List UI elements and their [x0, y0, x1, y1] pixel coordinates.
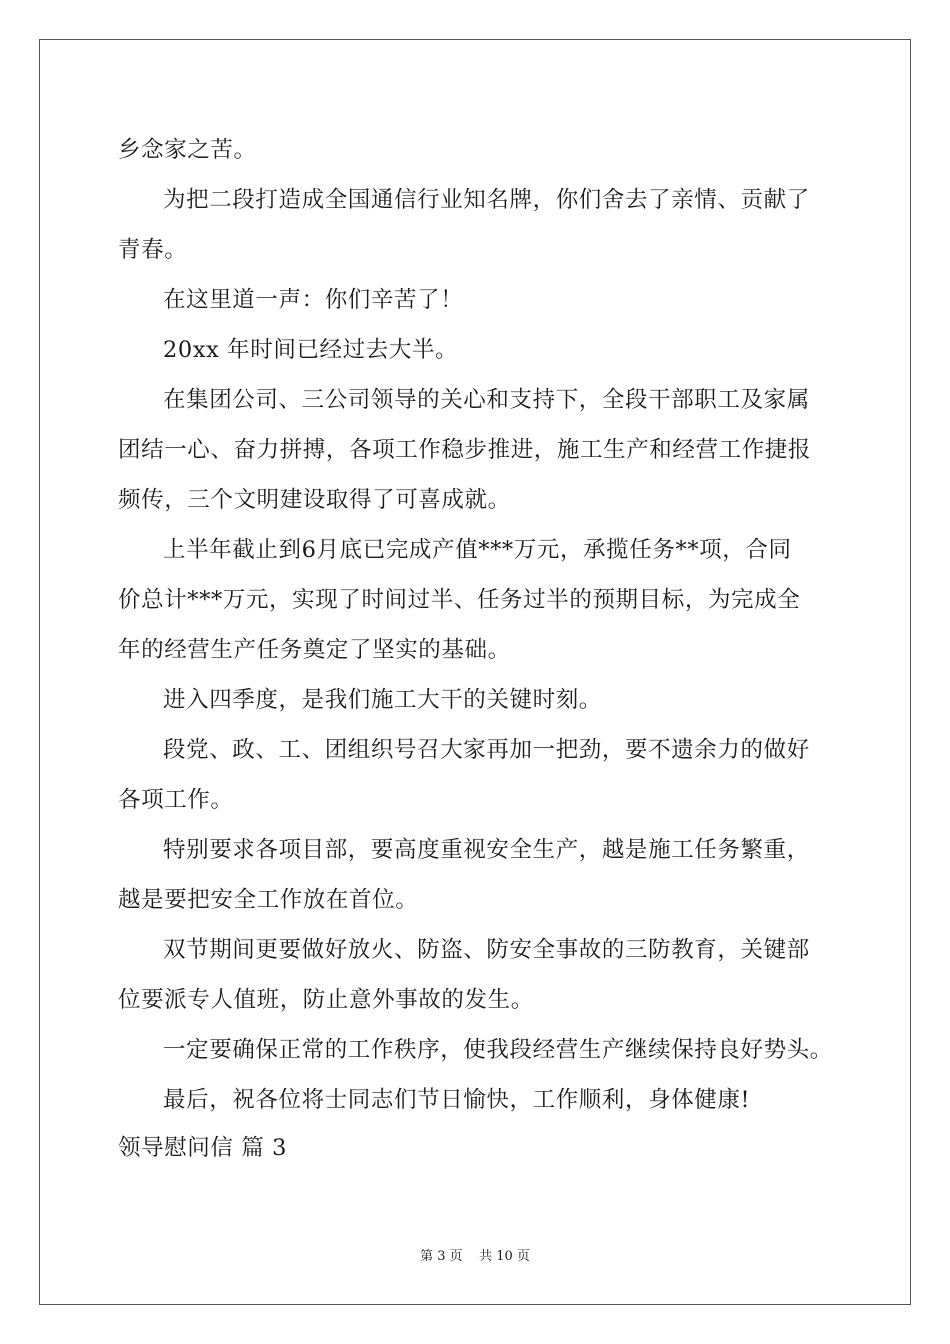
text-line: 乡念家之苦。 — [118, 137, 257, 163]
text-line: 频传，三个文明建设取得了可喜成就。 — [118, 487, 511, 513]
text-line: 越是要把安全工作放在首位。 — [118, 887, 419, 913]
text-line: 青春。 — [118, 237, 188, 263]
text-line: 一定要确保正常的工作秩序，使我段经营生产继续保持良好势头。 — [163, 1037, 833, 1063]
section-heading: 领导慰问信 篇 3 — [118, 1135, 288, 1161]
text-line: 在集团公司、三公司领导的关心和支持下，全段干部职工及家属 — [163, 387, 810, 413]
text-line: 双节期间更要做好放火、防盗、防安全事故的三防教育，关键部 — [163, 937, 810, 963]
text-line: 年的经营生产任务奠定了坚实的基础。 — [118, 637, 511, 663]
text-line: 团结一心、奋力拼搏，各项工作稳步推进，施工生产和经营工作捷报 — [118, 437, 812, 463]
text-line: 为把二段打造成全国通信行业知名牌，你们舍去了亲情、贡献了 — [163, 187, 810, 213]
text-line: 在这里道一声：你们辛苦了！ — [163, 287, 464, 313]
text-line: 位要派专人值班，防止意外事故的发生。 — [118, 987, 534, 1013]
page-number: 第 3 页 共 10 页 — [420, 1249, 530, 1264]
text-line: 段党、政、工、团组织号召大家再加一把劲，要不遗余力的做好 — [163, 737, 810, 763]
text-line: 最后，祝各位将士同志们节日愉快，工作顺利，身体健康! — [163, 1087, 751, 1113]
text-line: 价总计***万元，实现了时间过半、任务过半的预期目标，为完成全 — [118, 587, 801, 613]
text-line: 进入四季度，是我们施工大干的关键时刻。 — [163, 687, 602, 713]
text-line: 特别要求各项目部，要高度重视安全生产，越是施工任务繁重， — [163, 837, 810, 863]
text-line: 20xx 年时间已经过去大半。 — [163, 337, 459, 363]
text-line: 各项工作。 — [118, 787, 234, 813]
page-border — [39, 39, 911, 1305]
text-line: 上半年截止到6月底已完成产值***万元，承揽任务**项，合同 — [163, 537, 792, 563]
